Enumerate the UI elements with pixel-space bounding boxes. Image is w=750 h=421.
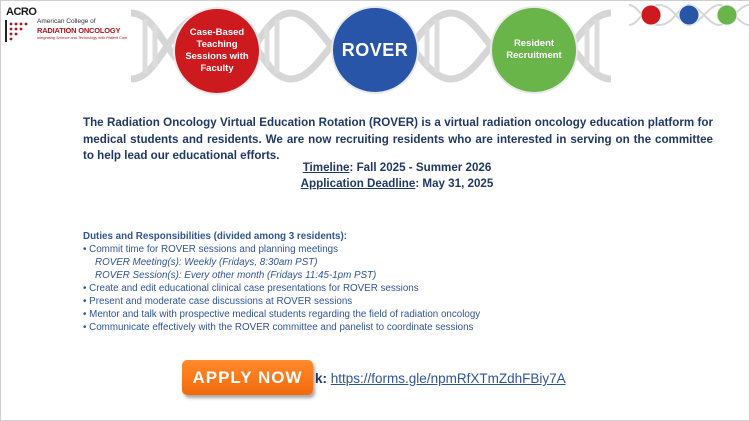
mini-dna-graphic — [629, 2, 749, 28]
duties-section — [83, 230, 723, 334]
apply-link-line — [315, 371, 566, 386]
deadline-line — [1, 177, 750, 190]
apply-now-button[interactable]: APPLY NOW — [182, 360, 313, 395]
deadline-value: : May 31, 2025 — [415, 177, 494, 190]
logo-line1: American College of — [37, 18, 96, 25]
deadline-label: Application Deadline — [300, 177, 416, 190]
timeline-value: : Fall 2025 - Summer 2026 — [349, 161, 492, 174]
duty-sub-item: ROVER Session(s): Every other month (Fridays 11:45-1pm PST) — [95, 270, 377, 281]
logo-abbr: ACRO — [6, 6, 37, 18]
logo-tagline: Integrating Science and Technology with Patient Care — [37, 36, 128, 40]
logo-line2: RADIATION ONCOLOGY — [37, 26, 121, 35]
intro-paragraph: The Radiation Oncology Virtual Education Rotation (ROVER) is a virtual radiation oncology education platform for medical students and residents. We are now recruiting residents who are interested in serving on the committee to help lead our educational efforts. — [83, 116, 713, 162]
apply-form-link[interactable]: https://forms.gle/npmRfXTmZdhFBiy7A — [330, 371, 566, 386]
rover-circle: ROVER — [331, 6, 419, 94]
teaching-sessions-circle: Case-Based Teaching Sessions with Faculty — [173, 7, 261, 95]
acro-logo-mark-icon — [5, 20, 31, 42]
apply-link-prefix: k: — [315, 371, 328, 386]
timeline-line — [1, 161, 750, 174]
timeline-label: Timeline — [302, 161, 350, 174]
duty-item: • Create and edit educational clinical case presentations for ROVER sessions — [83, 282, 723, 295]
duty-item: • Commit time for ROVER sessions and planning meetings — [83, 243, 723, 256]
duty-item: • Present and moderate case discussions at ROVER sessions — [83, 295, 723, 308]
resident-recruitment-circle: Resident Recruitment — [490, 6, 578, 94]
acro-logo — [5, 6, 135, 44]
duty-item: • Communicate effectively with the ROVER committee and panelist to coordinate sessions — [83, 321, 723, 334]
duties-heading: Duties and Responsibilities (divided among 3 residents): — [83, 231, 348, 242]
duty-sub-item: ROVER Meeting(s): Weekly (Fridays, 8:30am PST) — [95, 257, 318, 268]
duty-item: • Mentor and talk with prospective medical students regarding the field of radiation oncology — [83, 308, 723, 321]
